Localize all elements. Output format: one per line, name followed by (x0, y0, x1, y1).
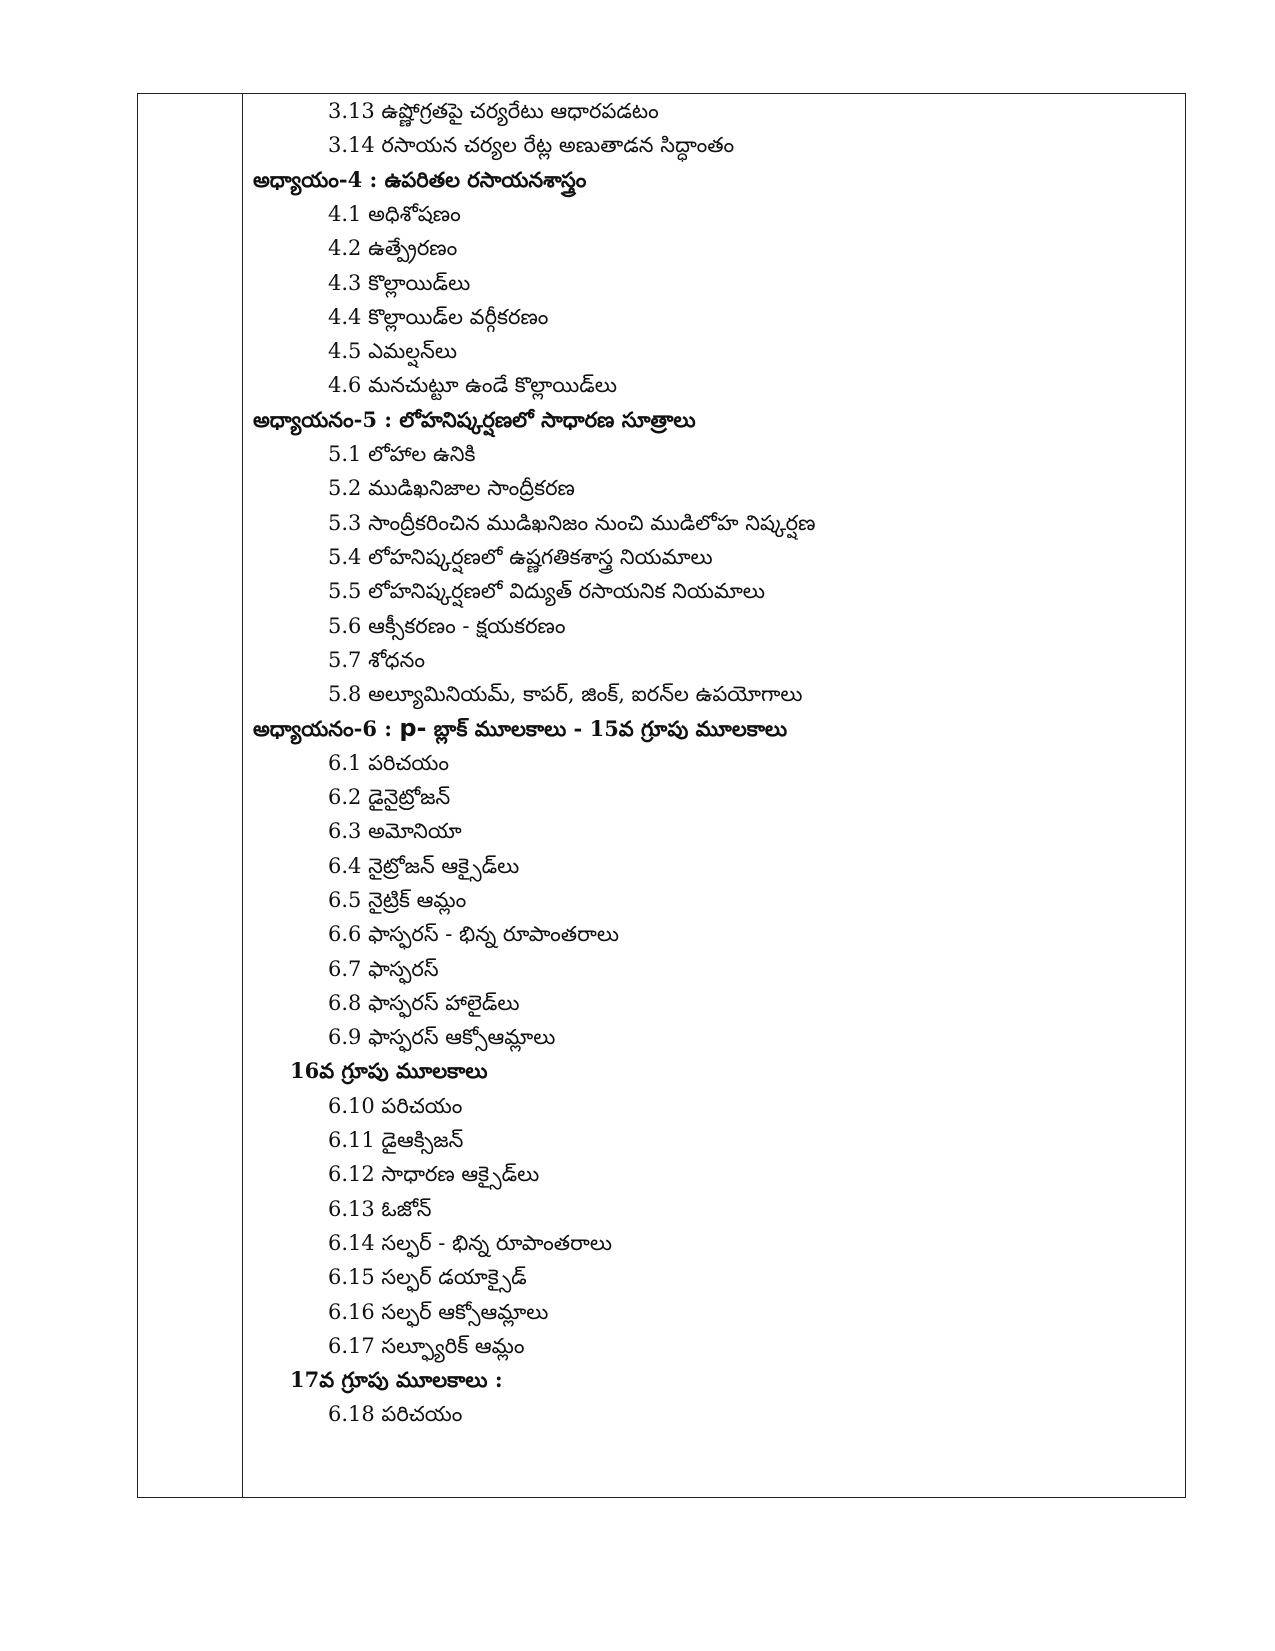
syllabus-item: 5.2 ముడిఖనిజాల సాంద్రీకరణ (328, 476, 575, 501)
chapter-heading-suffix: బ్లాక్ మూలకాలు - 15వ గ్రూపు మూలకాలు (426, 716, 788, 742)
chapter-heading: అధ్యాయం-4 : ఉపరితల రసాయనశాస్త్రం (253, 166, 587, 192)
syllabus-item: 6.15 సల్ఫర్ డయాక్సైడ్ (328, 1265, 527, 1290)
syllabus-item: 6.16 సల్ఫర్ ఆక్సోఆమ్లాలు (328, 1299, 549, 1324)
syllabus-item: 6.10 పరిచయం (328, 1093, 463, 1118)
syllabus-item: 6.17 సల్ఫ్యూరిక్ ఆమ్లం (328, 1333, 525, 1358)
syllabus-item: 6.2 డైనైట్రోజన్ (328, 785, 451, 809)
syllabus-item: 6.11 డైఆక్సిజన్ (328, 1128, 464, 1152)
syllabus-item: 4.1 అధిశోషణం (328, 201, 461, 226)
group-subheading: 17వ గ్రూపు మూలకాలు : (290, 1367, 503, 1393)
chapter-heading: అధ్యాయనం-5 : లోహనిష్కర్షణలో సాధారణ సూత్రాలు (253, 406, 696, 432)
syllabus-item: 5.6 ఆక్సీకరణం - క్షయకరణం (328, 613, 566, 638)
syllabus-item: 6.13 ఓజోన్ (328, 1196, 432, 1221)
syllabus-item: 4.5 ఎమల్షన్‌లు (328, 339, 458, 364)
syllabus-item: 6.3 అమోనియా (328, 819, 462, 844)
syllabus-item: 6.1 పరిచయం (328, 750, 450, 775)
syllabus-item: 3.14 రసాయన చర్యల రేట్ల అణుతాడన సిద్ధాంతం (328, 133, 735, 158)
syllabus-item: 5.1 లోహాల ఉనికి (328, 442, 476, 466)
syllabus-item: 6.18 పరిచయం (328, 1402, 463, 1427)
syllabus-item: 6.7 ఫాస్ఫరస్ (328, 956, 439, 981)
syllabus-table (137, 93, 1186, 1498)
syllabus-item: 5.3 సాంద్రీకరించిన ముడిఖనిజం నుంచి ముడిలోహ నిష్కర్షణ (328, 510, 816, 535)
syllabus-content (138, 94, 1185, 1497)
syllabus-item: 6.5 నైట్రిక్ ఆమ్లం (328, 887, 467, 912)
syllabus-item: 3.13 ఉష్ణోగ్రతపై చర్యరేటు ఆధారపడటం (328, 99, 659, 123)
syllabus-item: 6.9 ఫాస్ఫరస్ ఆక్సోఆమ్లాలు (328, 1025, 556, 1050)
syllabus-item: 4.4 కొల్లాయిడ్‌ల వర్గీకరణం (328, 304, 549, 329)
group-subheading: 16వ గ్రూపు మూలకాలు (290, 1058, 488, 1084)
chapter-heading-prefix: అధ్యాయనం-6 : (253, 716, 400, 742)
syllabus-item: 6.14 సల్ఫర్ - భిన్న రూపాంతరాలు (328, 1230, 612, 1255)
syllabus-item: 6.8 ఫాస్ఫరస్ హాలైడ్‌లు (328, 990, 520, 1015)
syllabus-item: 4.6 మనచుట్టూ ఉండే కొల్లాయిడ్‌లు (328, 373, 617, 398)
syllabus-item: 5.8 అల్యూమినియమ్, కాపర్, జింక్, ఐరన్‌ల ఉపయోగాలు (328, 682, 803, 707)
syllabus-item: 6.12 సాధారణ ఆక్సైడ్‌లు (328, 1162, 540, 1187)
syllabus-item: 6.6 ఫాస్ఫరస్ - భిన్న రూపాంతరాలు (328, 922, 619, 947)
p-block-label: p- (399, 714, 427, 743)
syllabus-item: 4.3 కొల్లాయిడ్‌లు (328, 270, 471, 295)
syllabus-item: 6.4 నైట్రోజన్ ఆక్సైడ్‌లు (328, 853, 520, 878)
syllabus-item: 5.7 శోధనం (328, 647, 426, 672)
syllabus-item: 5.4 లోహనిష్కర్షణలో ఉష్ణగతికశాస్త్ర నియమాలు (328, 544, 713, 569)
syllabus-item: 5.5 లోహనిష్కర్షణలో విద్యుత్ రసాయనిక నియమాలు (328, 579, 765, 604)
chapter-heading (253, 711, 787, 745)
syllabus-item: 4.2 ఉత్ప్రేరణం (328, 236, 458, 261)
